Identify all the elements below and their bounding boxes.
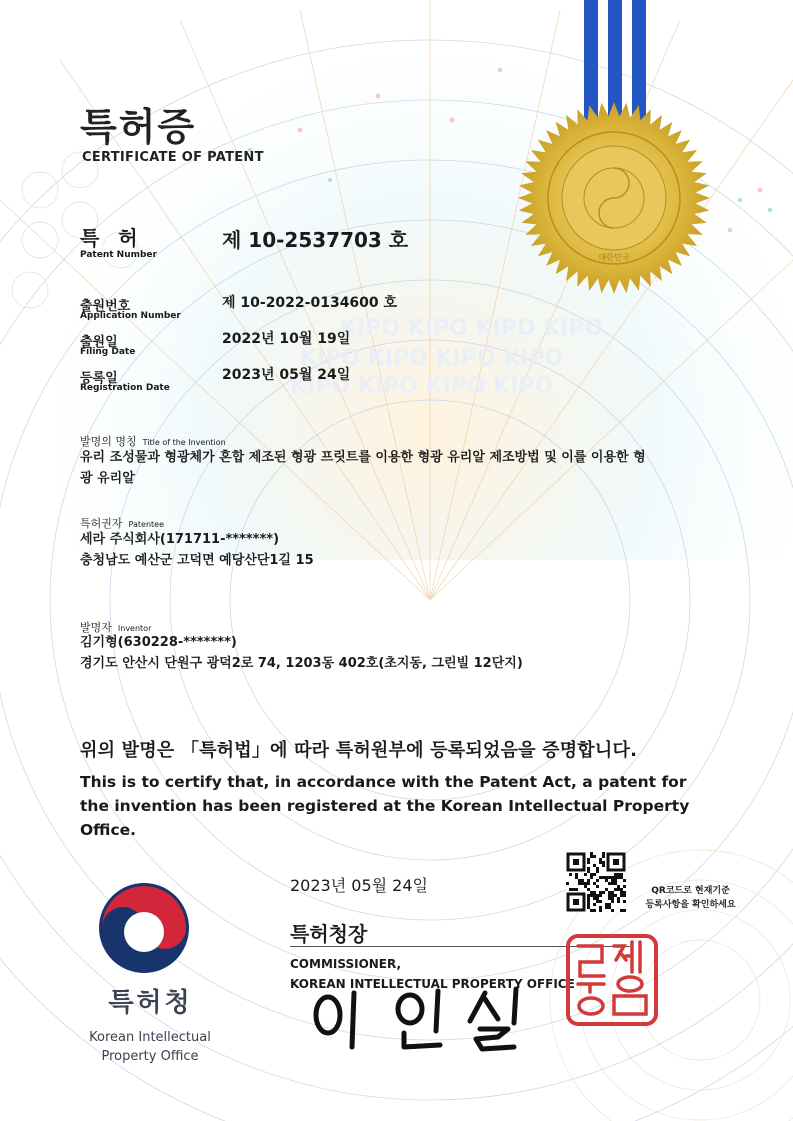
qr-module xyxy=(620,888,623,891)
qr-module xyxy=(593,864,596,867)
official-red-stamp xyxy=(564,932,660,1028)
qr-module xyxy=(617,876,620,879)
qr-module xyxy=(617,888,620,891)
qr-module xyxy=(602,864,605,867)
qr-module xyxy=(587,900,590,903)
qr-module xyxy=(617,873,620,876)
filing-date-value: 2022년 10월 19일 xyxy=(222,331,351,347)
inventor-details xyxy=(80,632,523,674)
inventor-label-en: Inventor xyxy=(117,624,152,633)
certificate-title-ko: 특허증 xyxy=(80,105,197,149)
qr-module xyxy=(593,891,596,894)
qr-module xyxy=(599,861,602,864)
application-number-label-ko: 출원번호 xyxy=(80,299,131,314)
patentee-details xyxy=(80,529,314,571)
qr-module xyxy=(581,882,584,885)
qr-module xyxy=(590,855,593,858)
qr-module xyxy=(596,879,599,882)
patentee-address: 충청남도 예산군 고덕면 예당산단1길 15 xyxy=(80,553,314,568)
qr-module xyxy=(620,909,623,912)
qr-module xyxy=(596,867,599,870)
qr-module xyxy=(608,897,611,900)
qr-module xyxy=(617,885,620,888)
qr-module xyxy=(593,855,596,858)
qr-module xyxy=(566,882,569,885)
qr-module xyxy=(605,903,608,906)
qr-module xyxy=(614,894,617,897)
patent-number-label-en: Patent Number xyxy=(80,250,157,260)
qr-module xyxy=(623,891,626,894)
kipo-name-ko: 특허청 xyxy=(108,988,193,1018)
certificate-title-en: CERTIFICATE OF PATENT xyxy=(82,150,264,165)
qr-module xyxy=(572,888,575,891)
qr-module xyxy=(599,906,602,909)
qr-module xyxy=(605,879,608,882)
qr-module xyxy=(590,909,593,912)
qr-module xyxy=(587,906,590,909)
invention-title-line1: 유리 조성물과 형광체가 혼합 제조된 형광 프릿트를 이용한 형광 유리알 제조방법 및 이를 이용한 형 xyxy=(80,450,646,465)
qr-module xyxy=(602,852,605,855)
qr-module xyxy=(590,852,593,855)
inventor-address: 경기도 안산시 단원구 광덕2로 74, 1203동 402호(초지동, 그린빌 12단지) xyxy=(80,656,523,671)
gold-seal xyxy=(516,100,712,296)
inventor-label-ko: 발명자 xyxy=(80,621,112,634)
qr-module xyxy=(581,879,584,882)
qr-module xyxy=(587,879,590,882)
inventor-name: 김기형(630228-*******) xyxy=(80,635,237,650)
qr-module xyxy=(593,897,596,900)
qr-module xyxy=(611,909,614,912)
qr-code[interactable] xyxy=(566,852,626,912)
patentee-label-ko: 특허권자 xyxy=(80,517,123,530)
qr-note-line2: 등록사항을 확인하세요 xyxy=(645,900,736,910)
qr-module xyxy=(611,894,614,897)
qr-module xyxy=(590,894,593,897)
filing-date-label-ko: 출원일 xyxy=(80,335,118,350)
qr-module xyxy=(593,909,596,912)
registration-date-label-en: Registration Date xyxy=(80,383,170,393)
commissioner-title-en-line2: KOREAN INTELLECTUAL PROPERTY OFFICE xyxy=(290,977,575,991)
patentee-label-en: Patentee xyxy=(128,520,164,529)
qr-module xyxy=(605,906,608,909)
qr-note-line1: QR코드로 현재기준 xyxy=(651,886,730,896)
qr-module xyxy=(608,903,611,906)
qr-module xyxy=(611,882,614,885)
registration-date-value: 2023년 05월 24일 xyxy=(222,367,351,383)
qr-module xyxy=(611,900,614,903)
issue-date: 2023년 05월 24일 xyxy=(290,876,428,895)
qr-module xyxy=(599,894,602,897)
qr-module xyxy=(587,870,590,873)
commissioner-title-en-line1: COMMISSIONER, xyxy=(290,957,402,971)
qr-module xyxy=(578,882,581,885)
qr-module xyxy=(611,897,614,900)
qr-module xyxy=(602,876,605,879)
qr-module xyxy=(623,894,626,897)
qr-module xyxy=(608,906,611,909)
kipo-logo-emblem xyxy=(96,880,192,976)
qr-module xyxy=(620,891,623,894)
qr-module xyxy=(593,894,596,897)
application-number-label-en: Application Number xyxy=(80,311,181,321)
invention-label-en: Title of the Invention xyxy=(142,438,226,447)
qr-module xyxy=(620,894,623,897)
kipo-watermark-3: KIPO KIPO KIPO KIPO xyxy=(290,374,554,399)
qr-module xyxy=(587,861,590,864)
qr-module xyxy=(614,888,617,891)
qr-module xyxy=(614,876,617,879)
qr-module xyxy=(605,876,608,879)
qr-module xyxy=(590,876,593,879)
qr-module xyxy=(593,903,596,906)
qr-module xyxy=(587,888,590,891)
commissioner-title-ko: 특허청장 xyxy=(290,922,368,946)
qr-module xyxy=(614,882,617,885)
qr-module xyxy=(593,873,596,876)
invention-title xyxy=(80,447,760,489)
qr-module xyxy=(590,873,593,876)
qr-module xyxy=(575,888,578,891)
qr-module xyxy=(614,879,617,882)
qr-module xyxy=(620,876,623,879)
qr-module xyxy=(608,876,611,879)
qr-module xyxy=(596,894,599,897)
qr-module xyxy=(599,876,602,879)
qr-module xyxy=(596,897,599,900)
qr-module xyxy=(587,903,590,906)
certification-statement-en: This is to certify that, in accordance with the Patent Act, a patent for the invention has been registered at the Korean Intellectual Property Office. xyxy=(80,773,690,839)
qr-module xyxy=(611,891,614,894)
qr-module xyxy=(623,885,626,888)
qr-module xyxy=(575,873,578,876)
qr-module xyxy=(602,891,605,894)
application-number-value: 제 10-2022-0134600 호 xyxy=(222,295,398,311)
qr-module xyxy=(599,900,602,903)
qr-module xyxy=(620,873,623,876)
qr-module xyxy=(587,882,590,885)
kipo-name-en-line1: Korean Intellectual xyxy=(89,1030,211,1045)
qr-module xyxy=(623,879,626,882)
qr-module xyxy=(596,900,599,903)
qr-module xyxy=(608,894,611,897)
stamp-inscription: 특허청장인 xyxy=(609,1026,615,1027)
qr-module xyxy=(587,897,590,900)
qr-module xyxy=(587,894,590,897)
qr-module xyxy=(599,891,602,894)
qr-module xyxy=(596,870,599,873)
registration-date-label-ko: 등록일 xyxy=(80,371,118,386)
filing-date-label-en: Filing Date xyxy=(80,347,136,357)
qr-module xyxy=(578,879,581,882)
qr-module xyxy=(605,888,608,891)
qr-module xyxy=(584,885,587,888)
qr-module xyxy=(575,876,578,879)
qr-module xyxy=(608,891,611,894)
qr-module xyxy=(590,891,593,894)
qr-module xyxy=(569,873,572,876)
qr-module xyxy=(599,909,602,912)
patent-number-label-ko: 특 허 xyxy=(80,226,144,250)
qr-module xyxy=(623,900,626,903)
kipo-name-en-line2: Property Office xyxy=(101,1049,199,1064)
qr-module xyxy=(587,867,590,870)
qr-module xyxy=(584,873,587,876)
invention-title-line2: 광 유리알 xyxy=(80,471,135,486)
kipo-name-en xyxy=(70,1028,230,1066)
qr-module xyxy=(608,882,611,885)
seal-inscription: 대한민국 xyxy=(598,253,630,262)
qr-module xyxy=(602,855,605,858)
patent-number-value: 제 10-2537703 호 xyxy=(222,228,409,252)
commissioner-signature xyxy=(300,985,550,1055)
qr-module xyxy=(611,876,614,879)
qr-module xyxy=(617,897,620,900)
kipo-watermark-1: KIPO KIPO KIPO KIPO xyxy=(340,316,604,341)
qr-module xyxy=(614,873,617,876)
qr-module xyxy=(623,909,626,912)
qr-module xyxy=(617,900,620,903)
kipo-watermark-2: KIPO KIPO KIPO KIPO xyxy=(300,346,564,371)
certification-statement-ko: 위의 발명은 「특허법」에 따라 특허원부에 등록되었음을 증명합니다. xyxy=(80,740,638,761)
patentee-name: 세라 주식회사(171711-*******) xyxy=(80,532,280,547)
qr-module xyxy=(587,858,590,861)
qr-module xyxy=(599,858,602,861)
qr-note xyxy=(628,884,753,912)
qr-module xyxy=(593,882,596,885)
qr-module xyxy=(611,879,614,882)
invention-label-ko: 발명의 명칭 xyxy=(80,435,137,448)
qr-module xyxy=(596,885,599,888)
qr-module xyxy=(569,888,572,891)
qr-module xyxy=(584,882,587,885)
qr-module xyxy=(602,861,605,864)
